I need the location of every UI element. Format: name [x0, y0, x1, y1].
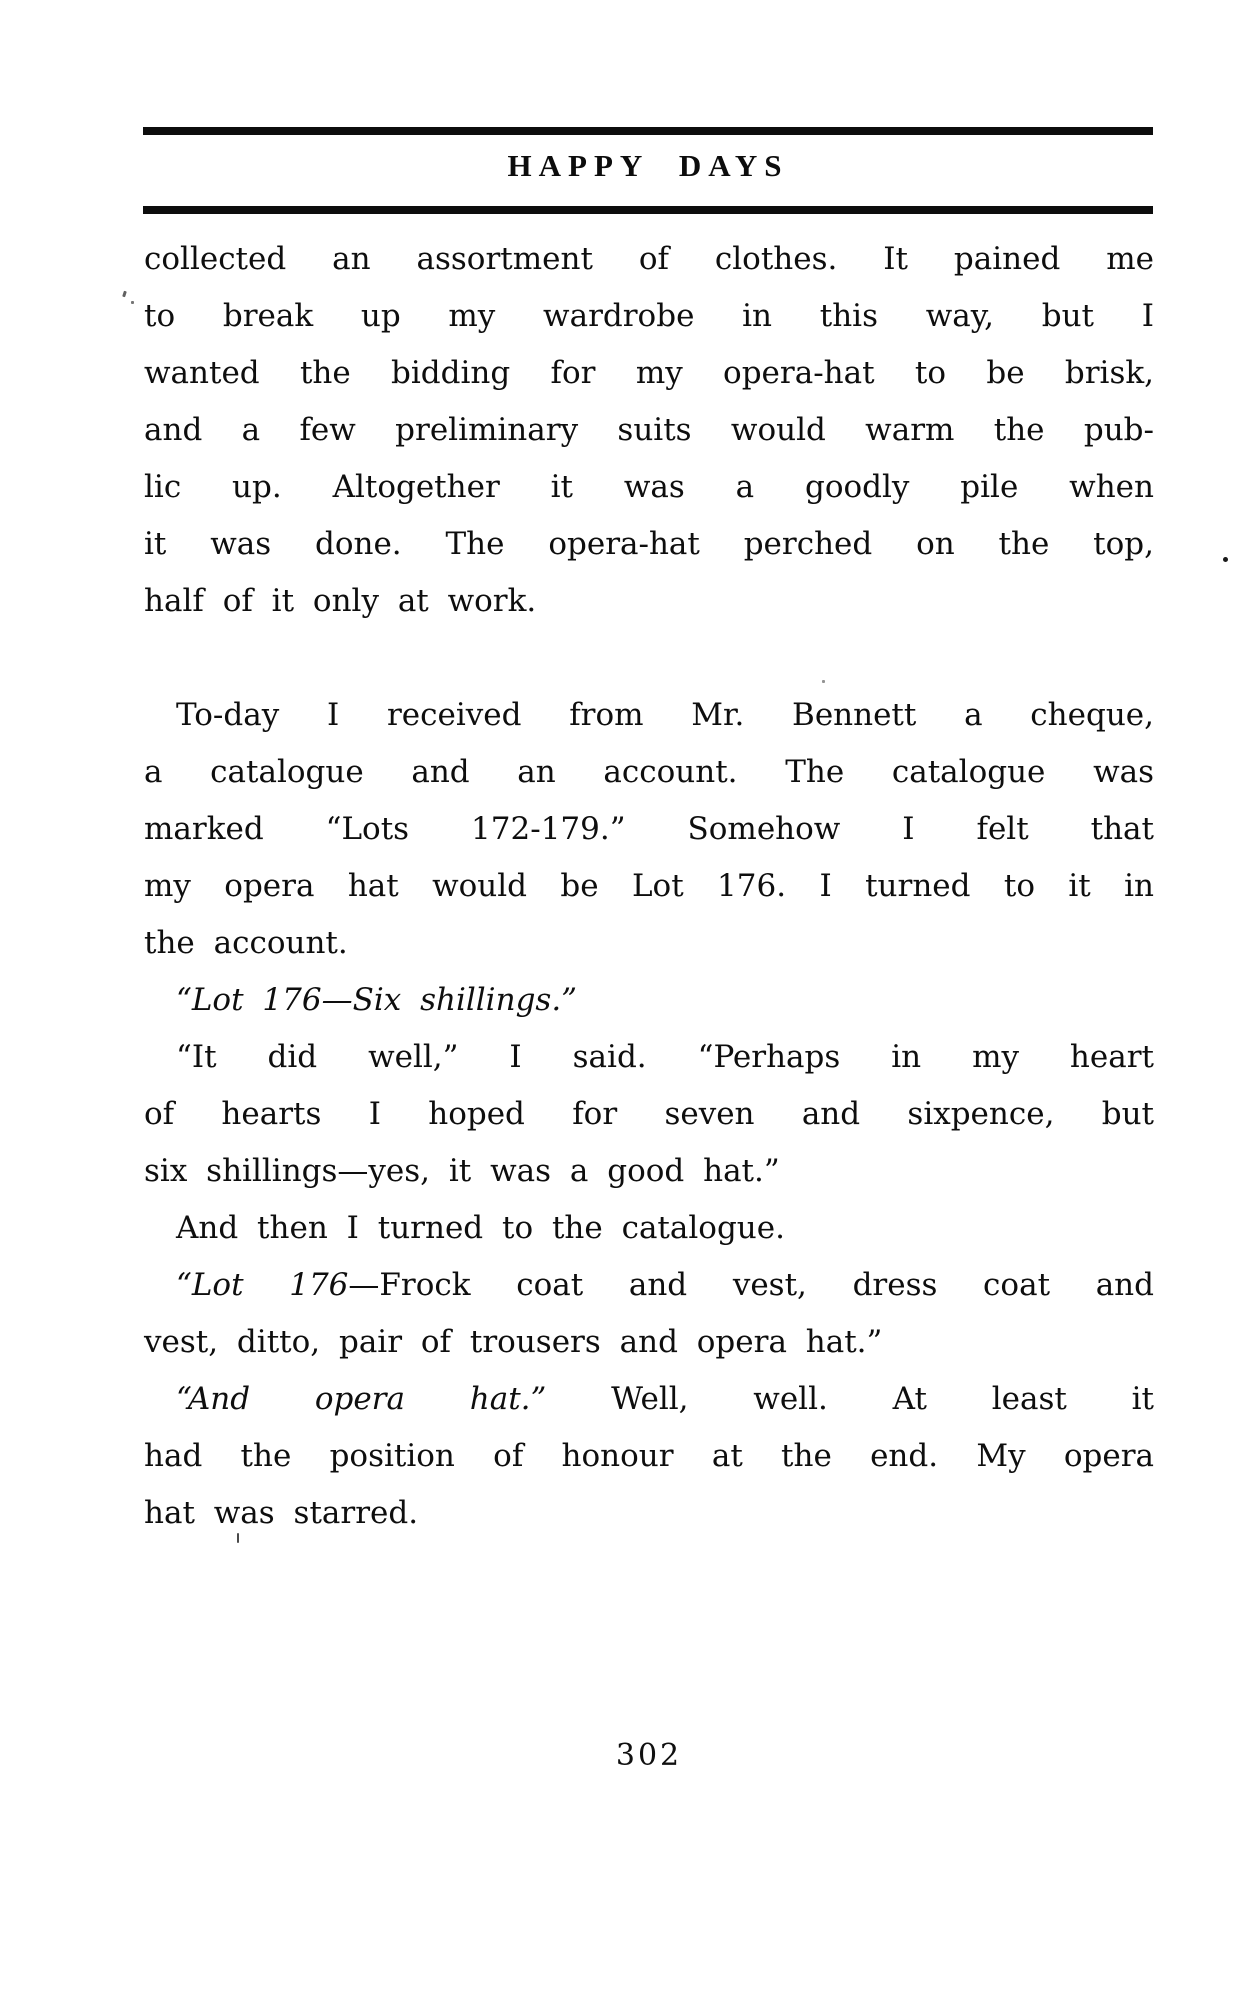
text-segment: and a few preliminary suits would warm the pub- — [144, 412, 1154, 448]
text-segment: And then I turned to the catalogue. — [176, 1210, 785, 1246]
italic-text-segment: “Lot 176 — [176, 1267, 349, 1303]
text-line — [144, 402, 1154, 459]
text-segment: Well, well. At least it — [546, 1381, 1154, 1417]
scan-artifact-speck — [1223, 557, 1228, 562]
text-line — [144, 1257, 1154, 1314]
text-segment: marked “Lots 172-179.” Somehow I felt that — [144, 811, 1154, 847]
text-line — [144, 801, 1154, 858]
text-line — [144, 1485, 1154, 1542]
text-line — [144, 1314, 1154, 1371]
text-segment: a catalogue and an account. The catalogue was — [144, 754, 1154, 790]
text-segment: vest, ditto, pair of trousers and opera hat.” — [144, 1324, 883, 1360]
text-segment: of hearts I hoped for seven and sixpence, but — [144, 1096, 1154, 1132]
text-segment: six shillings—yes, it was a good hat.” — [144, 1153, 780, 1189]
text-line — [144, 1086, 1154, 1143]
text-line — [144, 1143, 1154, 1200]
text-segment: —Frock coat and vest, dress coat and — [348, 1267, 1154, 1303]
page-number: 302 — [615, 1738, 683, 1773]
body-text-block — [144, 231, 1154, 1542]
scan-artifact-speck — [122, 291, 127, 298]
text-line — [144, 1029, 1154, 1086]
text-segment: the account. — [144, 925, 348, 961]
text-line — [144, 1200, 1154, 1257]
text-line — [144, 459, 1154, 516]
text-segment: “It did well,” I said. “Perhaps in my heart — [176, 1039, 1154, 1075]
text-line — [144, 858, 1154, 915]
text-segment: hat was starred. — [144, 1495, 419, 1531]
text-segment: had the position of honour at the end. My opera — [144, 1438, 1154, 1474]
text-line — [144, 288, 1154, 345]
text-segment: wanted the bidding for my opera-hat to be brisk, — [144, 355, 1154, 391]
text-line — [144, 516, 1154, 573]
running-head-title: HAPPY DAYS — [507, 148, 789, 183]
text-line — [144, 744, 1154, 801]
text-segment: lic up. Altogether it was a goodly pile when — [144, 469, 1154, 505]
text-segment: to break up my wardrobe in this way, but I — [144, 298, 1154, 334]
text-line — [144, 1371, 1154, 1428]
text-segment: my opera hat would be Lot 176. I turned to it in — [144, 868, 1154, 904]
text-line — [144, 972, 1154, 1029]
text-segment: To-day I received from Mr. Bennett a cheque, — [176, 697, 1154, 733]
scan-artifact-speck — [237, 1533, 239, 1543]
text-segment: it was done. The opera-hat perched on the top, — [144, 526, 1154, 562]
text-line — [144, 687, 1154, 744]
header-rule-bottom — [143, 206, 1153, 214]
text-line — [144, 573, 1154, 630]
text-segment: collected an assortment of clothes. It pained me — [144, 241, 1154, 277]
text-line — [144, 231, 1154, 288]
text-line — [144, 1428, 1154, 1485]
italic-text-segment: “And opera hat.” — [176, 1381, 547, 1417]
scan-artifact-speck — [131, 301, 134, 304]
text-line — [144, 345, 1154, 402]
text-segment: half of it only at work. — [144, 583, 537, 619]
header-rule-top — [143, 127, 1153, 135]
scan-artifact-speck — [822, 680, 825, 683]
text-line — [144, 915, 1154, 972]
italic-text-segment: “Lot 176—Six shillings.” — [176, 982, 578, 1018]
